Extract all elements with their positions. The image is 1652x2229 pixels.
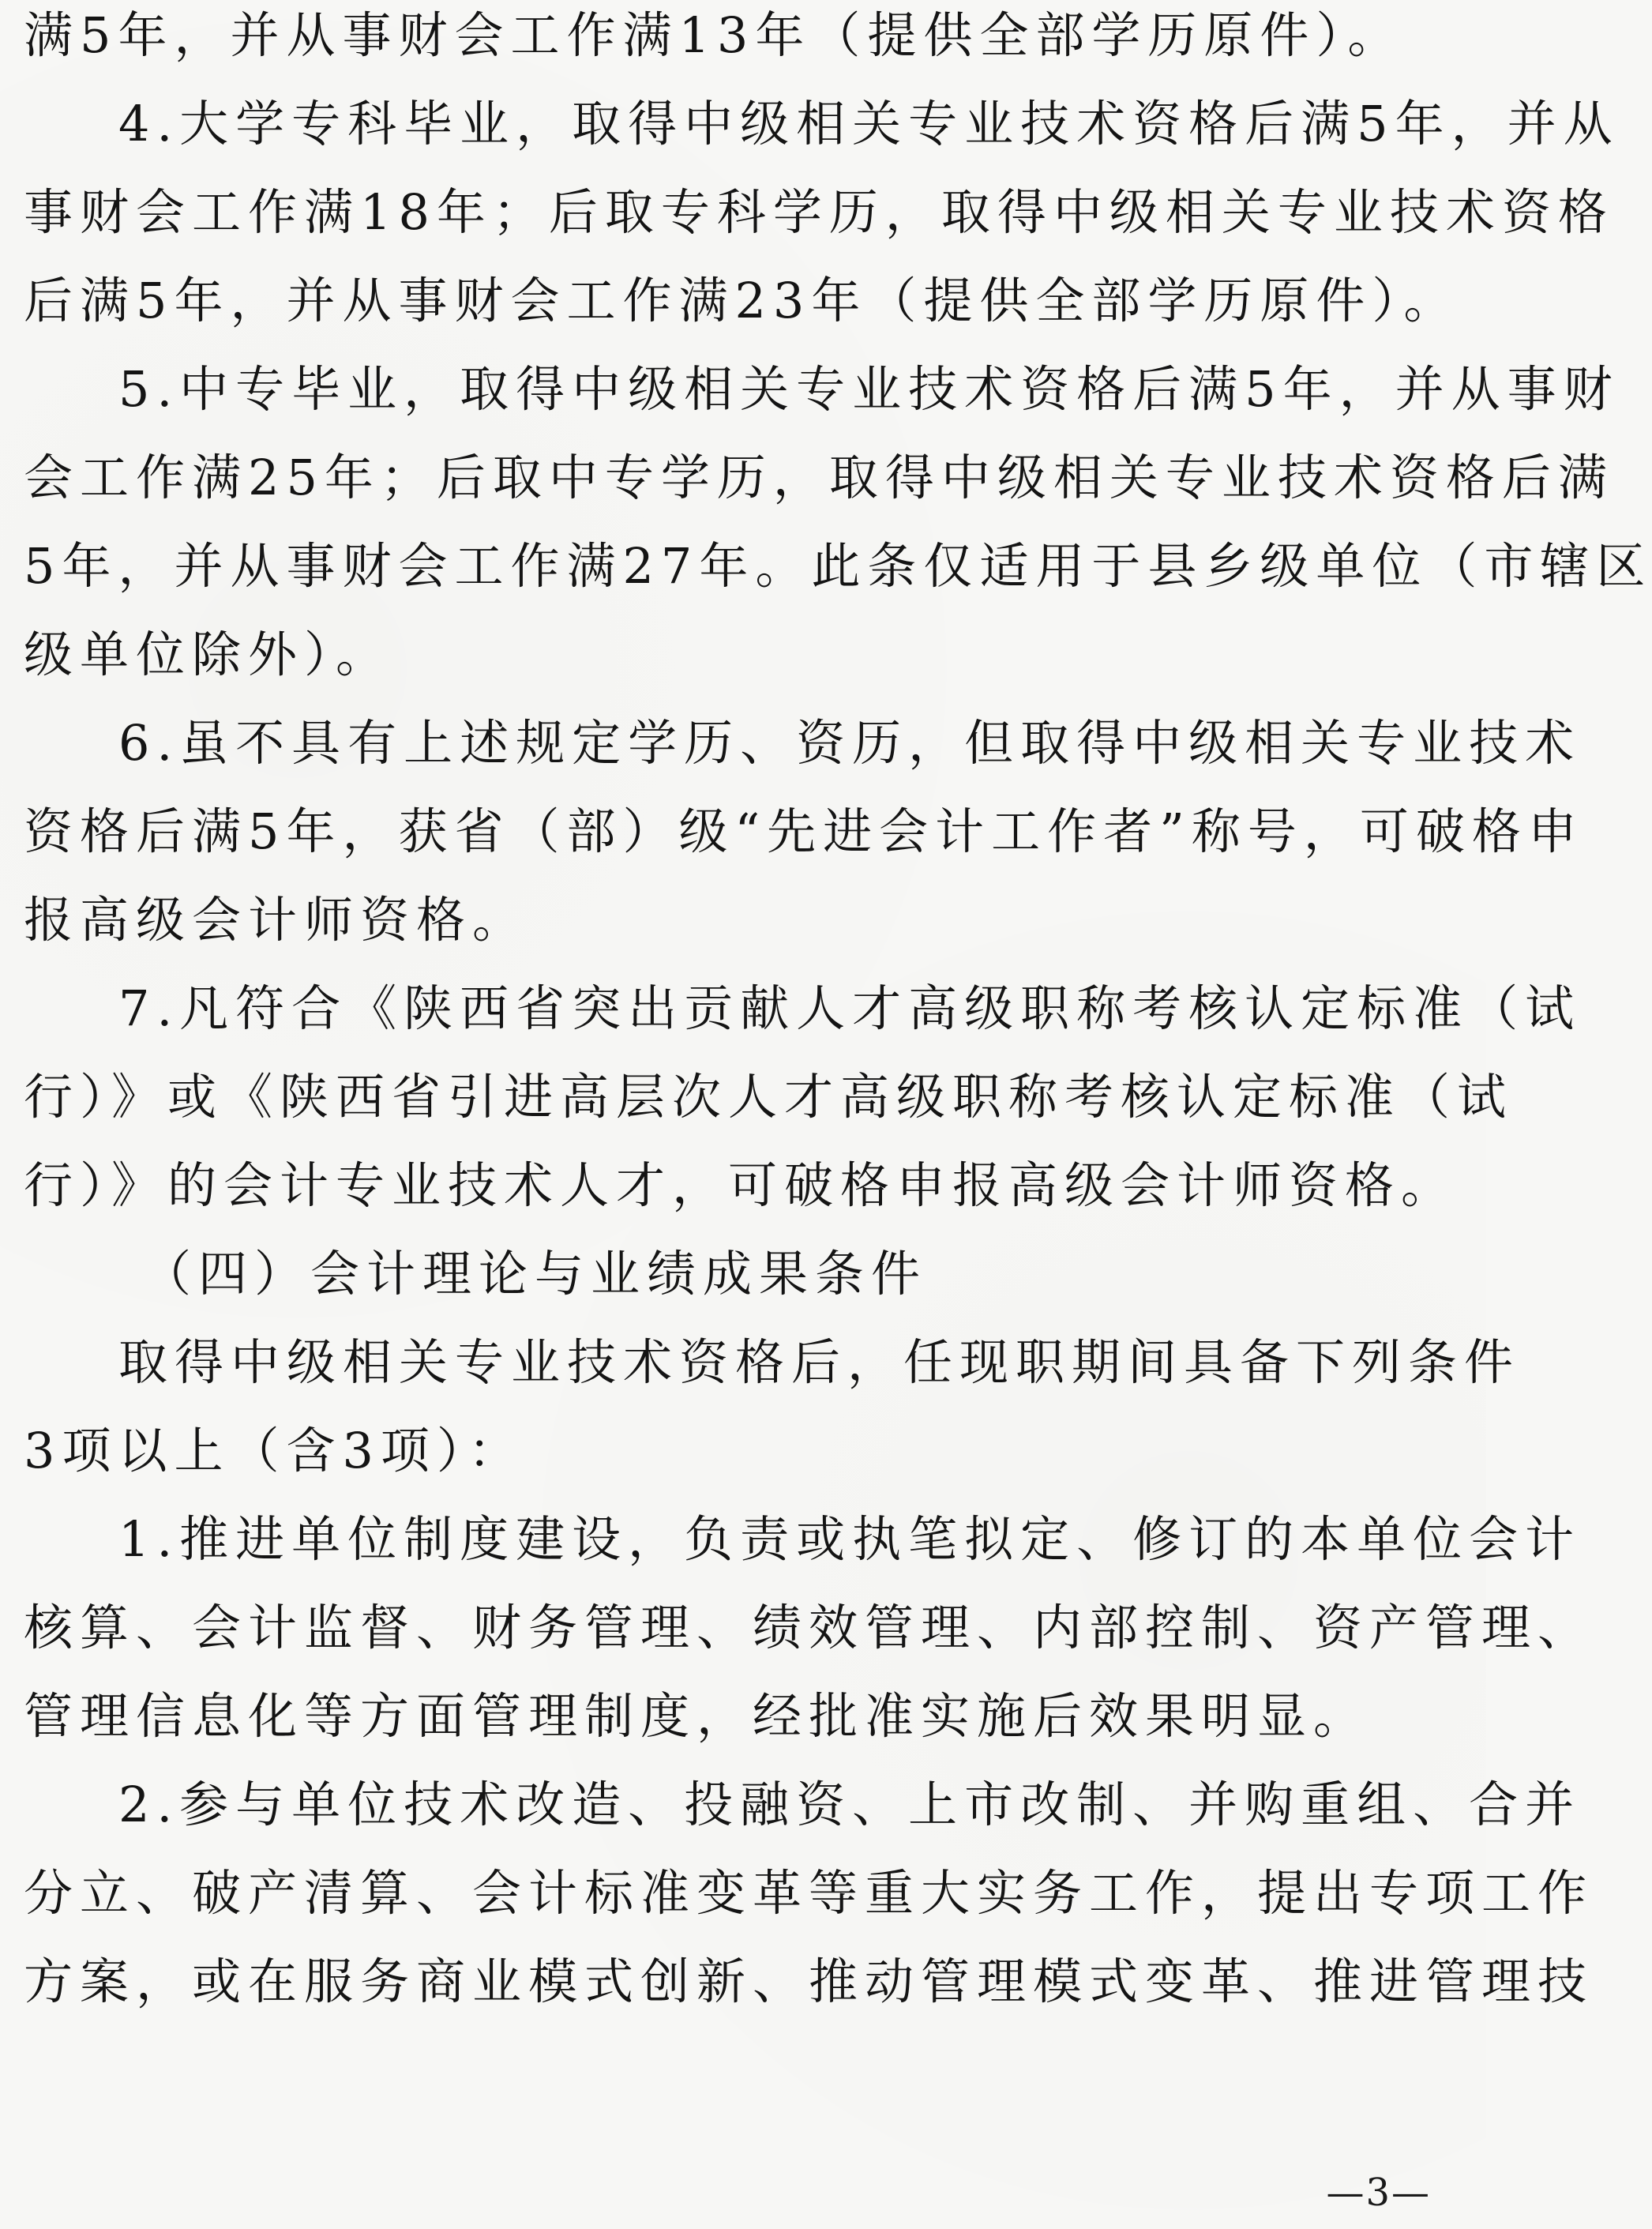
text-line-5: 5.中专毕业，取得中级相关专业技术资格后满5年，并从事财 xyxy=(118,360,1620,418)
text-line-7: 5年，并从事财会工作满27年。此条仅适用于县乡级单位（市辖区 xyxy=(24,537,1652,595)
text-line-13: 行）》或《陕西省引进高层次人才高级职称考核认定标准（试 xyxy=(24,1068,1514,1126)
text-line-10: 资格后满5年，获省（部）级“先进会计工作者”称号，可破格申 xyxy=(24,803,1584,860)
text-line-1: 满5年，并从事财会工作满13年（提供全部学历原件）。 xyxy=(24,6,1404,64)
text-line-20: 管理信息化等方面管理制度，经批准实施后效果明显。 xyxy=(24,1687,1370,1745)
text-line-8: 级单位除外）。 xyxy=(24,626,392,683)
text-line-6: 会工作满25年；后取中专学历，取得中级相关专业技术资格后满 xyxy=(24,449,1614,506)
text-line-2: 4.大学专科毕业，取得中级相关专业技术资格后满5年，并从 xyxy=(118,95,1620,152)
text-line-11: 报高级会计师资格。 xyxy=(24,891,529,949)
text-line-4: 后满5年，并从事财会工作满23年（提供全部学历原件）。 xyxy=(24,272,1460,329)
text-line-17: 3项以上（含3项）： xyxy=(24,1422,524,1479)
section-heading: （四）会计理论与业绩成果条件 xyxy=(142,1245,928,1302)
text-line-14: 行）》的会计专业技术人才，可破格申报高级会计师资格。 xyxy=(24,1156,1458,1214)
text-line-16: 取得中级相关专业技术资格后，任现职期间具备下列条件 xyxy=(118,1333,1521,1391)
text-line-3: 事财会工作满18年；后取专科学历，取得中级相关专业技术资格 xyxy=(24,183,1614,241)
text-line-18: 1.推进单位制度建设，负责或执笔拟定、修订的本单位会计 xyxy=(118,1510,1582,1568)
page-number: —3— xyxy=(1326,2171,1431,2215)
text-line-12: 7.凡符合《陕西省突出贡献人才高级职称考核认定标准（试 xyxy=(118,979,1582,1037)
text-line-22: 分立、破产清算、会计标准变革等重大实务工作，提出专项工作 xyxy=(24,1864,1594,1922)
text-line-9: 6.虽不具有上述规定学历、资历，但取得中级相关专业技术 xyxy=(118,714,1582,772)
text-line-19: 核算、会计监督、财务管理、绩效管理、内部控制、资产管理、 xyxy=(24,1599,1594,1656)
text-line-23: 方案，或在服务商业模式创新、推动管理模式变革、推进管理技 xyxy=(24,1953,1594,2010)
text-line-21: 2.参与单位技术改造、投融资、上市改制、并购重组、合并 xyxy=(118,1776,1582,1833)
